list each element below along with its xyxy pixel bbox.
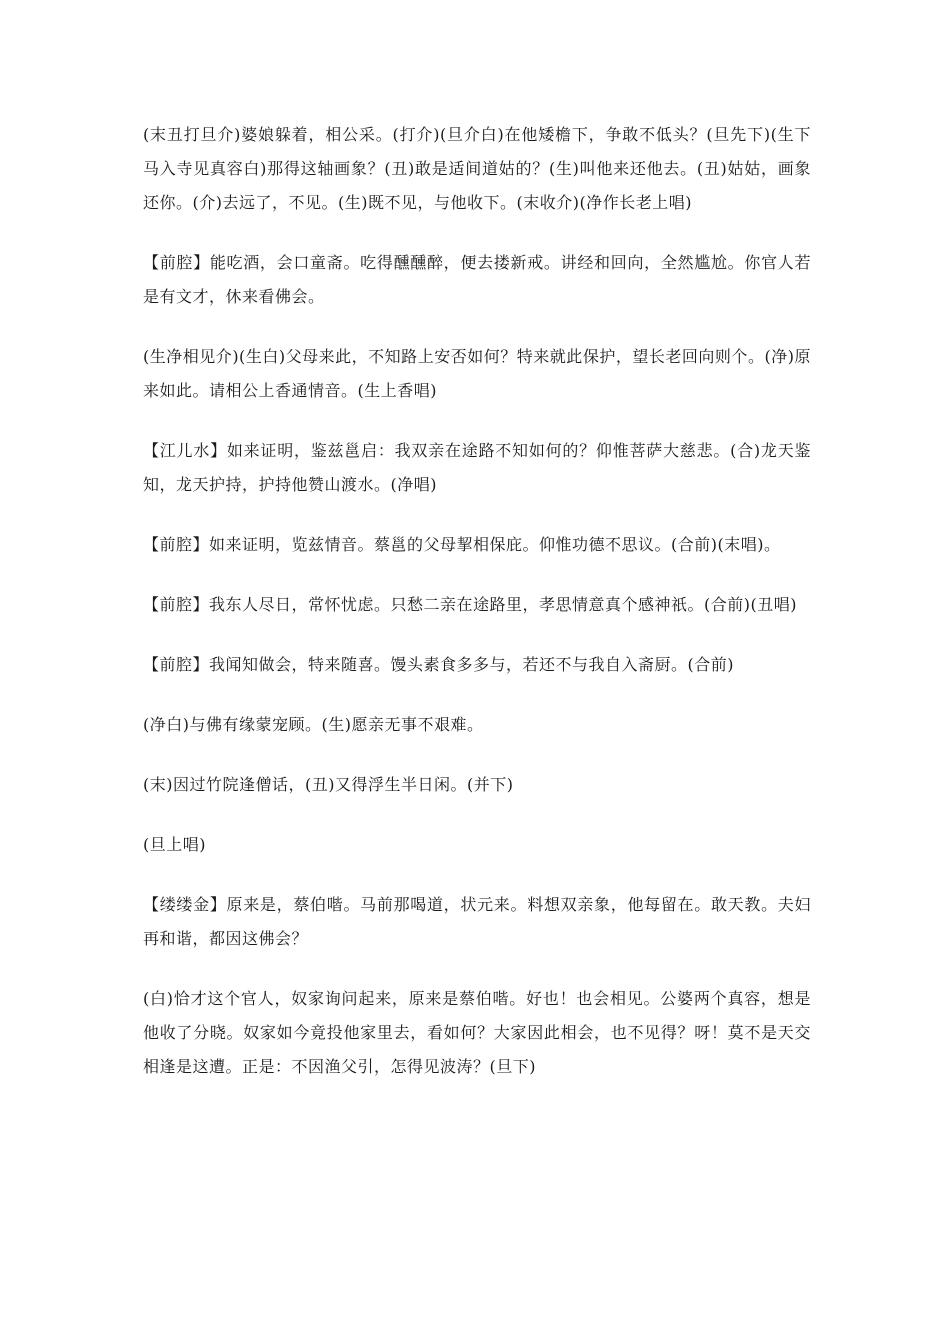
paragraph: 【江儿水】如来证明，鉴兹邕启：我双亲在途路不知如何的？仰惟菩萨大慈悲。(合)龙天鉴知，龙天护持，护持他赞山渡水。(净唱)	[143, 441, 811, 494]
paragraph: 【前腔】我东人尽日，常怀忧虑。只愁二亲在途路里，孝思情意真个感神祇。(合前)(丑唱)	[143, 595, 797, 614]
paragraph: (末)因过竹院逢僧话，(丑)又得浮生半日闲。(并下)	[143, 775, 514, 794]
paragraph: (净白)与佛有缘蒙宠顾。(生)愿亲无事不艰难。	[143, 715, 484, 734]
paragraph: 【前腔】如来证明，览兹情音。蔡邕的父母挈相保庇。仰惟功德不思议。(合前)(末唱)。	[143, 535, 781, 554]
paragraph: 【缕缕金】原来是，蔡伯喈。马前那喝道，状元来。料想双亲象，他每留在。敢天教。夫妇再和谐，都因这佛会？	[143, 895, 811, 948]
paragraph: (末丑打旦介)婆娘躲着，相公采。(打介)(旦介白)在他矮檐下，争敢不低头？(旦先下)(生下马入寺见真容白)那得这轴画象？(丑)敢是适间道姑的？(生)叫他来还他去。(丑)姑姑，画象还你。(介)去远了，不见。(生)既不见，与他收下。(末收介)(净作长老上唱)	[143, 125, 811, 212]
paragraph: 【前腔】能吃酒，会口童斋。吃得醺醺醉，便去搂新戒。讲经和回向，全然尴尬。你官人若是有文才，休来看佛会。	[143, 253, 811, 306]
paragraph: (旦上唱)	[143, 835, 206, 854]
paragraph: (生净相见介)(生白)父母来此，不知路上安否如何？特来就此保护，望长老回向则个。(净)原来如此。请相公上香通情音。(生上香唱)	[143, 347, 811, 400]
paragraph: 【前腔】我闻知做会，特来随喜。馒头素食多多与，若还不与我自入斋厨。(合前)	[143, 655, 734, 674]
document-body	[143, 118, 811, 1110]
paragraph: (白)恰才这个官人，奴家询问起来，原来是蔡伯喈。好也！也会相见。公婆两个真容，想是他收了分晓。奴家如今竟投他家里去，看如何？大家因此相会，也不见得？呀！莫不是天交相逢是这遭。正是：不因渔父引，怎得见波涛？(旦下)	[143, 989, 811, 1076]
